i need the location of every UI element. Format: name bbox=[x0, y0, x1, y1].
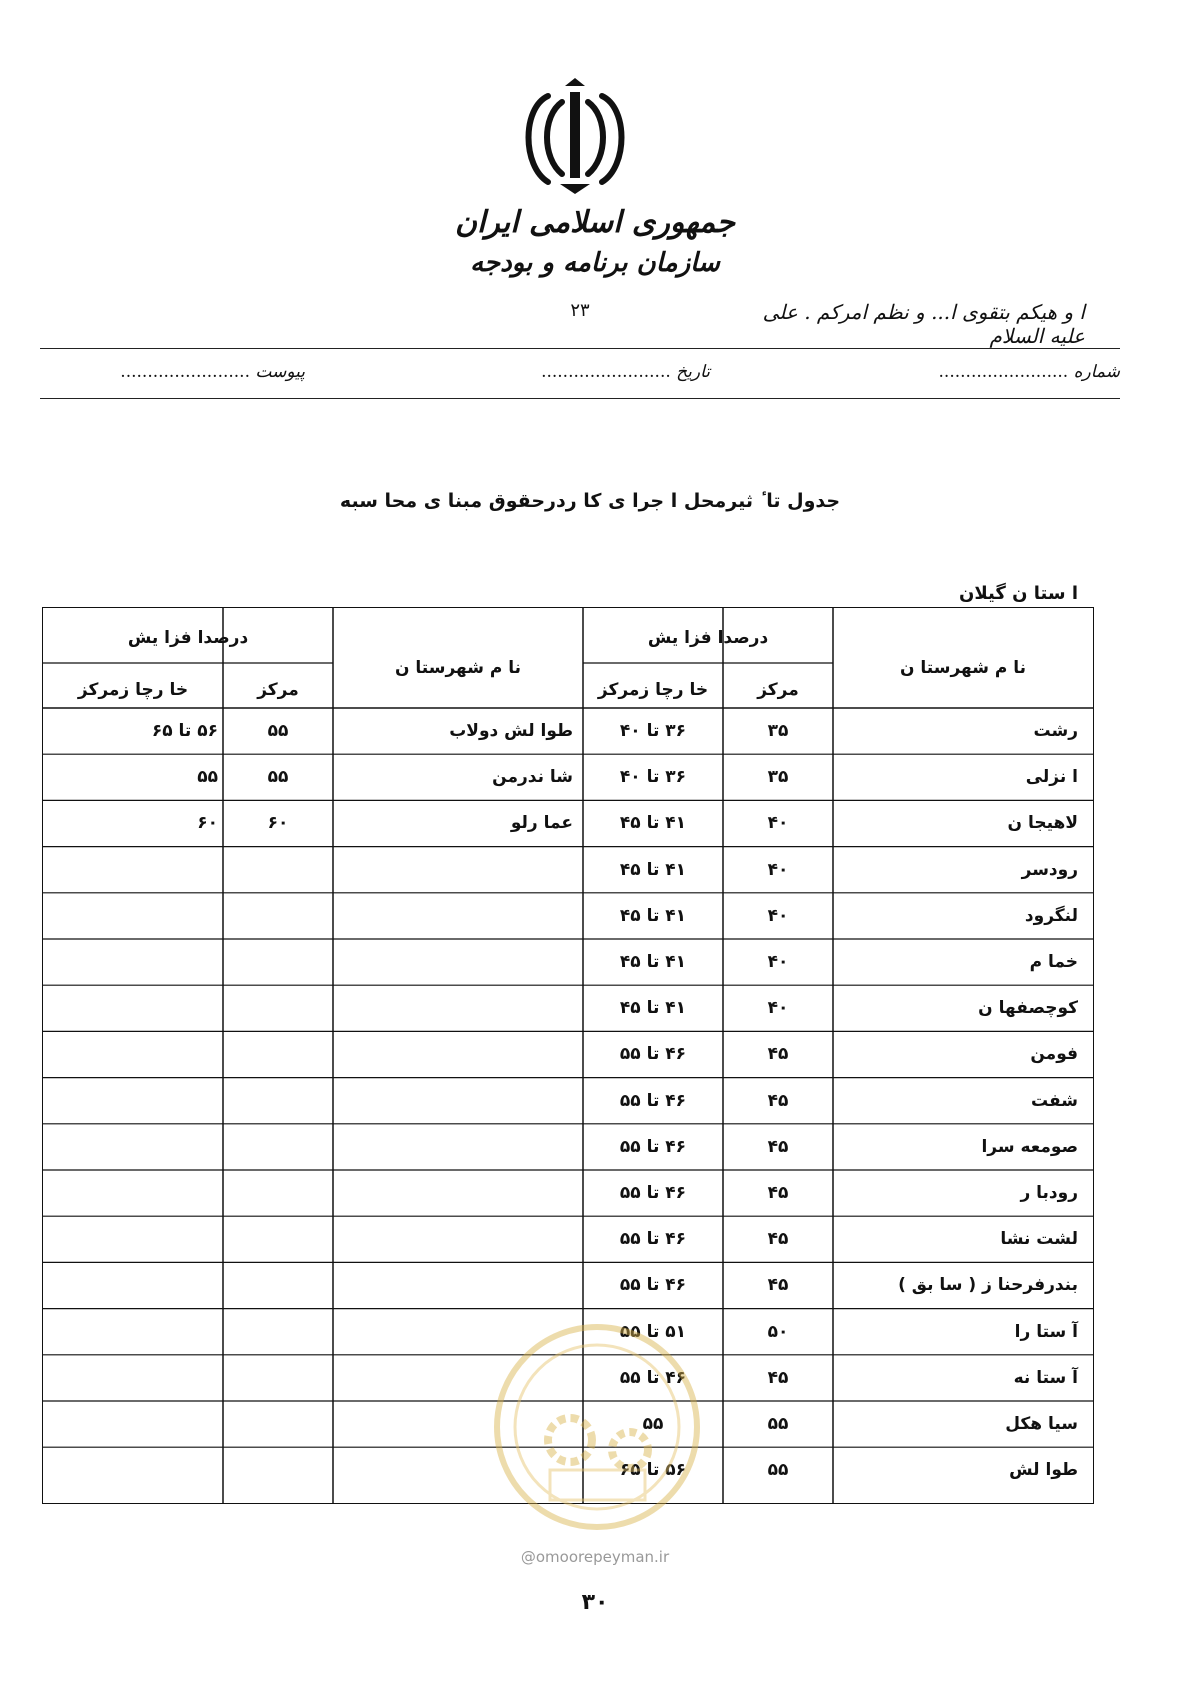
county-name-cell: شفت bbox=[1031, 1090, 1078, 1111]
center-value-cell: ۴۵ bbox=[767, 1229, 789, 1250]
outside-value-cell: ۴۶ تا ۵۵ bbox=[619, 1367, 687, 1388]
outside-value-cell: ۵۱ تا ۵۵ bbox=[619, 1321, 687, 1342]
outside-value-cell: ۳۶ تا ۴۰ bbox=[619, 767, 687, 788]
outside-value-cell: ۵۵ bbox=[197, 767, 218, 788]
county-name-cell: بندرفرحنا ز ( سا بق ) bbox=[898, 1275, 1078, 1296]
header-outside-right: خا رچا زمرکز bbox=[597, 680, 709, 700]
center-value-cell: ۵۵ bbox=[767, 1414, 789, 1434]
number-label: شماره bbox=[1073, 362, 1120, 382]
county-name-cell: لشت نشا bbox=[1000, 1229, 1078, 1250]
header-county-left: نا م شهرستا ن bbox=[394, 658, 522, 678]
center-value-cell: ۴۰ bbox=[767, 952, 789, 972]
country-name: جمهوری اسلامی ایران bbox=[454, 205, 736, 240]
greeting-text: ا و هیکم بتقوی ا... و نظم امرکم . علی علیه السلام bbox=[762, 300, 1085, 348]
county-name-cell: صومعه سرا bbox=[981, 1136, 1078, 1157]
watermark-site: @omoorepeyman.ir bbox=[520, 1548, 670, 1566]
outside-value-cell: ۴۱ تا ۴۵ bbox=[619, 859, 687, 880]
province-name: ا ستا ن گیلان bbox=[959, 583, 1078, 604]
outside-value-cell: ۵۵ bbox=[642, 1414, 664, 1434]
center-value-cell: ۴۰ bbox=[767, 905, 789, 926]
watermark-seal-icon bbox=[490, 1320, 705, 1535]
header-center-left: مرکز bbox=[257, 680, 299, 700]
header-county-right: نا م شهرستا ن bbox=[899, 658, 1027, 678]
header-center-right: مرکز bbox=[757, 680, 799, 700]
date-dots: ........................ bbox=[541, 362, 671, 382]
center-value-cell: ۳۵ bbox=[767, 721, 789, 741]
outside-value-cell: ۵۶ تا ۶۵ bbox=[151, 721, 218, 741]
attachment-label: پیوست bbox=[255, 362, 305, 382]
center-value-cell: ۵۵ bbox=[267, 721, 289, 741]
center-value-cell: ۵۰ bbox=[767, 1321, 789, 1342]
county-name-cell: رشت bbox=[1033, 721, 1078, 741]
number-field bbox=[939, 362, 1120, 382]
county-name-cell: سیا هکل bbox=[1005, 1414, 1078, 1434]
county-name-cell: آ ستا نه bbox=[1013, 1367, 1078, 1388]
county-name-cell: فومن bbox=[1030, 1044, 1078, 1065]
county-name-cell: شا ندرمن bbox=[492, 767, 573, 788]
county-name-cell: لنگرود bbox=[1024, 905, 1078, 926]
outside-value-cell: ۵۶ تا ۶۵ bbox=[619, 1460, 687, 1481]
outside-value-cell: ۴۶ تا ۵۵ bbox=[619, 1183, 687, 1203]
center-value-cell: ۴۰ bbox=[767, 998, 789, 1019]
county-name-cell: خما م bbox=[1029, 952, 1078, 972]
header-outside-left: خا رچا زمرکز bbox=[77, 680, 189, 700]
center-value-cell: ۴۰ bbox=[767, 859, 789, 880]
county-name-cell: طوا لش دولاب bbox=[449, 721, 573, 741]
center-value-cell: ۶۰ bbox=[267, 813, 289, 834]
header-rule-bottom bbox=[40, 398, 1120, 399]
page-number: ۳۰ bbox=[581, 1590, 609, 1615]
outside-value-cell: ۴۶ تا ۵۵ bbox=[619, 1275, 687, 1296]
attachment-field bbox=[120, 362, 305, 382]
header-increase-right: درصدا فزا یش bbox=[647, 628, 769, 648]
table-title: جدول تا ٔ ثیرمحل ا جرا ی کا ردرحقوق مبنا ی محا سبه bbox=[339, 490, 841, 512]
county-name-cell: آ ستا را bbox=[1014, 1321, 1078, 1342]
center-value-cell: ۴۵ bbox=[767, 1136, 789, 1157]
organization-name: سازمان برنامه و بودجه bbox=[470, 248, 720, 278]
page-code: ۲۳ bbox=[570, 300, 590, 321]
header-increase-left: درصدا فزا یش bbox=[127, 628, 249, 648]
center-value-cell: ۵۵ bbox=[267, 767, 289, 788]
center-value-cell: ۳۵ bbox=[767, 767, 789, 788]
county-name-cell: لاهیجا ن bbox=[1007, 813, 1078, 834]
center-value-cell: ۵۵ bbox=[767, 1460, 789, 1481]
outside-value-cell: ۶۰ bbox=[197, 813, 218, 834]
county-name-cell: رودبا ر bbox=[1020, 1183, 1078, 1203]
outside-value-cell: ۴۱ تا ۴۵ bbox=[619, 905, 687, 926]
outside-value-cell: ۴۶ تا ۵۵ bbox=[619, 1229, 687, 1250]
county-name-cell: طوا لش bbox=[1009, 1460, 1078, 1481]
outside-value-cell: ۴۶ تا ۵۵ bbox=[619, 1044, 687, 1065]
center-value-cell: ۴۵ bbox=[767, 1275, 789, 1296]
date-field bbox=[541, 362, 710, 382]
outside-value-cell: ۴۶ تا ۵۵ bbox=[619, 1090, 687, 1111]
outside-value-cell: ۴۱ تا ۴۵ bbox=[619, 813, 687, 834]
number-dots: ........................ bbox=[938, 362, 1069, 382]
center-value-cell: ۴۵ bbox=[767, 1367, 789, 1388]
county-name-cell: ا نزلی bbox=[1025, 767, 1078, 788]
county-name-cell: عما رلو bbox=[510, 813, 573, 834]
outside-value-cell: ۴۱ تا ۴۵ bbox=[619, 998, 687, 1019]
header-rule-top bbox=[40, 348, 1120, 349]
attachment-dots: ........................ bbox=[120, 362, 250, 382]
center-value-cell: ۴۵ bbox=[767, 1183, 789, 1203]
center-value-cell: ۴۵ bbox=[767, 1090, 789, 1111]
date-label: تاریخ bbox=[676, 362, 710, 382]
center-value-cell: ۴۰ bbox=[767, 813, 789, 834]
outside-value-cell: ۴۱ تا ۴۵ bbox=[619, 952, 687, 972]
outside-value-cell: ۴۶ تا ۵۵ bbox=[619, 1136, 687, 1157]
county-name-cell: کوچصفها ن bbox=[978, 998, 1078, 1019]
outside-value-cell: ۳۶ تا ۴۰ bbox=[619, 721, 687, 741]
center-value-cell: ۴۵ bbox=[767, 1044, 789, 1065]
iran-emblem-icon bbox=[510, 78, 640, 196]
county-name-cell: رودسر bbox=[1021, 859, 1078, 880]
